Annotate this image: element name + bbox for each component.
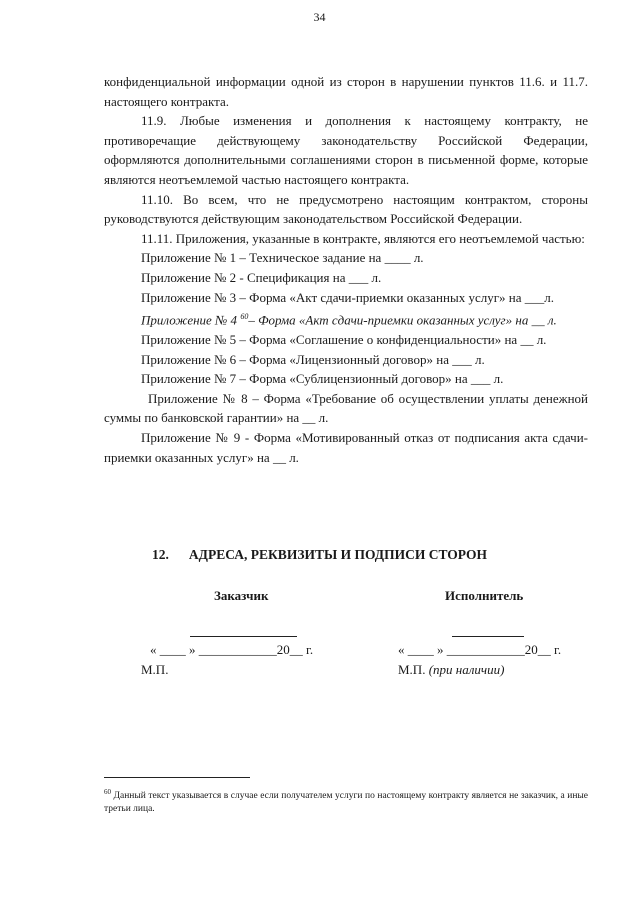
footnote <box>104 786 588 816</box>
section-number: 12. <box>152 547 169 562</box>
footnote-text: Данный текст указывается в случае если получателем услуги по настоящему контракту является не заказчик, а иные третьи лица. <box>104 791 589 815</box>
page-number: 34 <box>313 10 326 24</box>
contract-body <box>104 72 588 467</box>
customer-signature-line <box>190 636 297 637</box>
appendix-5: Приложение № 5 – Форма «Соглашение о конфиденциальности» на __ л. <box>141 332 547 348</box>
section-heading <box>0 547 639 563</box>
appendix-6: Приложение № 6 – Форма «Лицензионный договор» на ___ л. <box>141 351 485 367</box>
executor-stamp-label: М.П. <box>398 662 426 677</box>
appendix-3: Приложение № 3 – Форма «Акт сдачи-приемки оказанных услуг» на ___л. <box>141 289 555 305</box>
appendix-1: Приложение № 1 – Техническое задание на ____ л. <box>141 250 424 266</box>
appendix-2: Приложение № 2 - Спецификация на ___ л. <box>141 269 382 285</box>
footnote-reference: 60 <box>240 312 249 322</box>
appendix-4-label: Приложение № 4 <box>141 312 238 328</box>
appendix-7: Приложение № 7 – Форма «Сублицензионный договор» на ___ л. <box>141 371 504 387</box>
footnote-marker: 60 <box>104 788 111 796</box>
executor-signature-line <box>452 636 524 637</box>
paragraph-11-10: 11.10. Во всем, что не предусмотрено настоящим контрактом, стороны руководствуются действующим законодательством Российской Федерации. <box>104 191 588 227</box>
appendix-4-text: – Форма «Акт сдачи-приемки оказанных услуг» на __ л. <box>248 312 557 328</box>
customer-stamp-place: М.П. <box>141 662 169 677</box>
appendix-4 <box>104 307 588 330</box>
footnote-separator <box>104 777 250 778</box>
executor-label: Исполнитель <box>445 588 524 603</box>
executor-date-line: « ____ » ____________20__ г. <box>398 642 562 657</box>
appendix-8: Приложение № 8 – Форма «Требование об осуществлении уплаты денежной суммы по банковской гарантии» на __ л. <box>104 390 588 426</box>
paragraph-11-11: 11.11. Приложения, указанные в контракте, являются его неотъемлемой частью: <box>141 230 585 246</box>
section-title: АДРЕСА, РЕКВИЗИТЫ И ПОДПИСИ СТОРОН <box>188 547 487 562</box>
paragraph-continuation: конфиденциальной информации одной из сторон в нарушении пунктов 11.6. и 11.7. настоящего контракта. <box>104 74 588 109</box>
customer-label: Заказчик <box>214 588 269 603</box>
executor-stamp-place <box>398 662 504 678</box>
appendix-9: Приложение № 9 - Форма «Мотивированный отказ от подписания акта сдачи-приемки оказанных услуг» на __ л. <box>104 430 588 465</box>
paragraph-11-9: 11.9. Любые изменения и дополнения к настоящему контракту, не противоречащие действующему законодательству Российской Федерации, оформляются дополнительными соглашениями сторон в письменной форме, которые являются неотъемлемой частью настоящего контракта. <box>104 113 588 187</box>
customer-date-line: « ____ » ____________20__ г. <box>150 642 314 657</box>
executor-stamp-note: (при наличии) <box>428 662 505 677</box>
